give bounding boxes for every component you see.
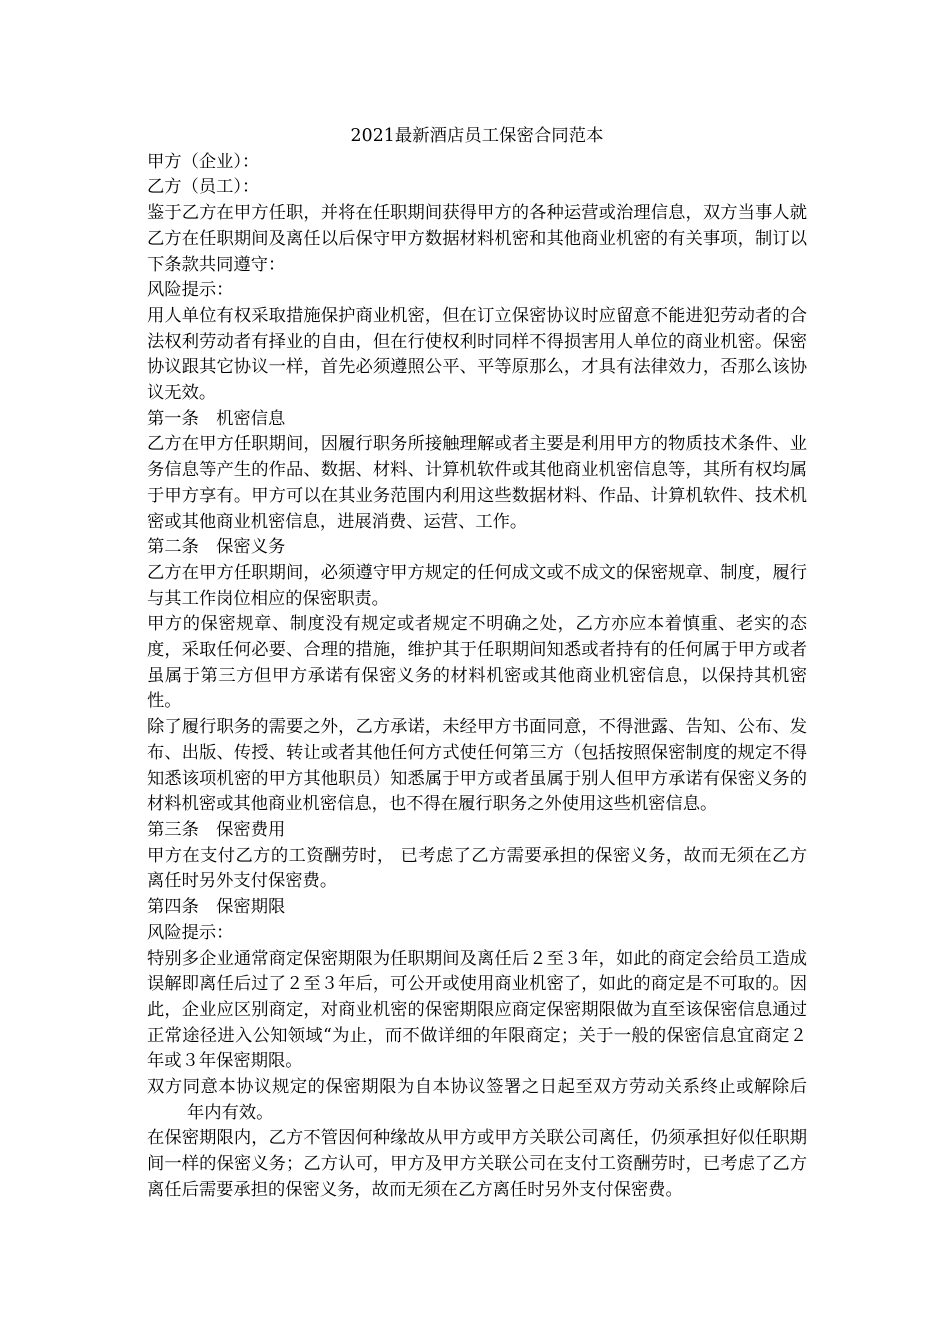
article-2-paragraph-3: 除了履行职务的需要之外，乙方承诺，未经甲方书面同意，不得泄露、告知、公布、发布、出版、传授、转让或者其他任何方式使任何第三方（包括按照保密制度的规定不得知悉该项机密的甲方其他职员）知悉属于甲方或者虽属于别人但甲方承诺有保密义务的材料机密或其他商业机密信息，也不得在履行职务之外使用这些机密信息。: [147, 717, 807, 815]
article-4-paragraph: 在保密期限内，乙方不管因何种缘故从甲方或甲方关联公司离任，仍须承担好似任职期间一样的保密义务；乙方认可，甲方及甲方关联公司在支付工资酬劳时，已考虑了乙方离任后需要承担的保密义务，故而无须在乙方离任时另外支付保密费。: [147, 1128, 807, 1200]
article-3-heading: 第三条 保密费用: [147, 819, 286, 840]
article-4-heading: 第四条 保密期限: [147, 897, 286, 918]
document-body: [147, 124, 807, 1204]
article-2-paragraph-2: 甲方的保密规章、制度没有规定或者规定不明确之处，乙方亦应本着慎重、老实的态度，采取任何必要、合理的措施，维护其于任职期间知悉或者持有的任何属于甲方或者虽属于第三方但甲方承诺有保密义务的材料机密或其他商业机密信息，以保持其机密性。: [147, 614, 807, 712]
article-4-risk-paragraph: 特别多企业通常商定保密期限为任职期间及离任后２至３年，如此的商定会给员工造成误解即离任后过了２至３年后，可公开或使用商业机密了，如此的商定是不可取的。因此，企业应区别商定，对商业机密的保密期限应商定保密期限做为直至该保密信息通过正常途径进入公知领域“为止，而不做详细的年限商定；关于一般的保密信息宜商定２年或３年保密期限。: [147, 948, 807, 1072]
article-2-paragraph-1: 乙方在甲方任职期间，必须遵守甲方规定的任何成文或不成文的保密规章、制度，履行与其工作岗位相应的保密职责。: [147, 562, 807, 609]
article-2-heading: 第二条 保密义务: [147, 537, 286, 558]
risk-note-label: 风险提示：: [147, 280, 234, 301]
article-4-risk-label: 风险提示：: [147, 922, 234, 943]
risk-note-paragraph: 用人单位有权采取措施保护商业机密，但在订立保密协议时应留意不能进犯劳动者的合法权利劳动者有择业的自由，但在行使权利时同样不得损害用人单位的商业机密。保密协议跟其它协议一样，首先必须遵照公平、平等原那么，才具有法律效力，否那么该协议无效。: [147, 305, 807, 404]
party-b-line: 乙方（员工）：: [147, 177, 260, 198]
article-3-paragraph: 甲方在支付乙方的工资酬劳时， 已考虑了乙方需要承担的保密义务，故而无须在乙方离任时另外支付保密费。: [147, 845, 807, 892]
article-4-term-text-b: 年内有效。: [187, 1102, 274, 1123]
party-a-line: 甲方（企业）：: [147, 151, 260, 172]
article-1-heading: 第一条 机密信息: [147, 408, 286, 429]
article-1-paragraph: 乙方在甲方任职期间，因履行职务所接触理解或者主要是利用甲方的物质技术条件、业务信息等产生的作品、数据、材料、计算机软件或其他商业机密信息等，其所有权均属于甲方享有。甲方可以在其业务范围内利用这些数据材料、作品、计算机软件、技术机密或其他商业机密信息，进展消费、运营、工作。: [147, 434, 807, 532]
document-title: 2021最新酒店员工保密合同范本: [350, 126, 604, 146]
article-4-term-paragraph: [147, 1075, 807, 1126]
article-4-term-text-a: 双方同意本协议规定的保密期限为自本协议签署之日起至双方劳动关系终止或解除后: [147, 1077, 807, 1098]
preamble-paragraph: 鉴于乙方在甲方任职，并将在任职期间获得甲方的各种运营或治理信息，双方当事人就乙方在任职期间及离任以后保守甲方数据材料机密和其他商业机密的有关事项，制订以下条款共同遵守：: [147, 203, 807, 275]
